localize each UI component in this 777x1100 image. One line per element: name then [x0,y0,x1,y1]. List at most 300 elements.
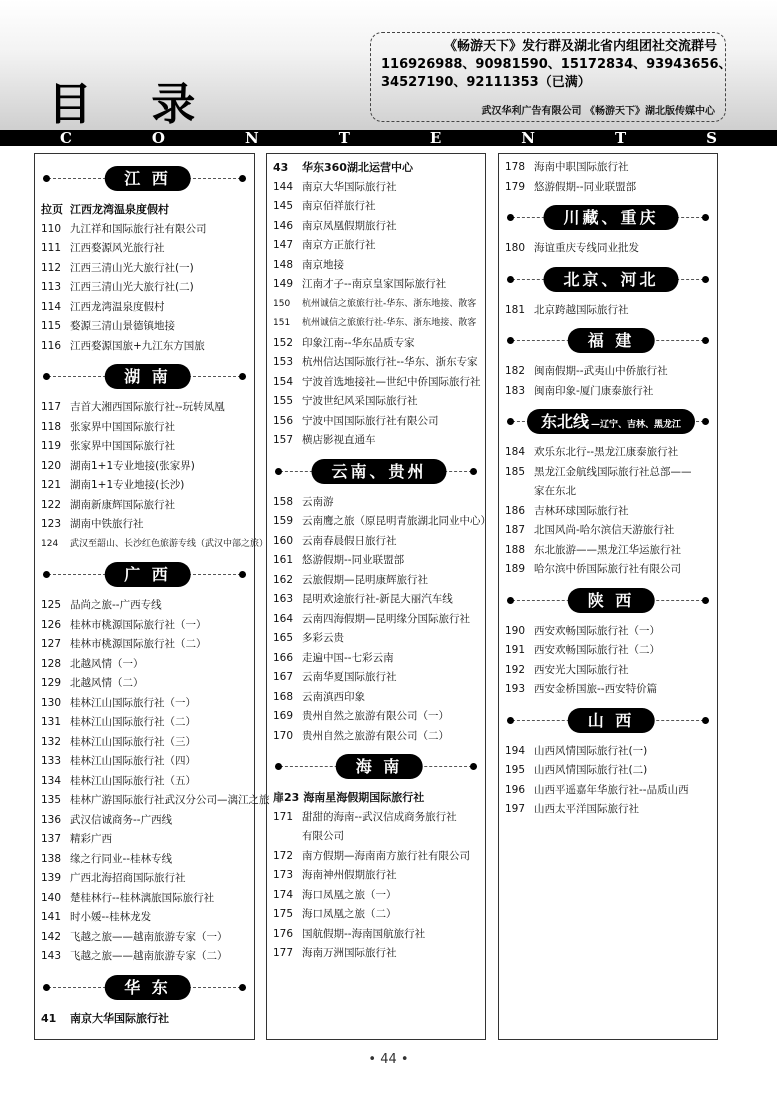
toc-page-number: 147 [273,239,294,251]
toc-entry[interactable] [273,493,485,513]
toc-page-number: 136 [41,813,62,826]
toc-entry-title: 江西三清山光大旅行社(一) [70,261,194,274]
toc-entry-title: 云南游 [302,495,334,508]
toc-page-number: 158 [273,495,294,508]
toc-entry-title: 武汉至韶山、长沙红色旅游专线（武汉中部之旅） [70,538,269,549]
toc-list [273,493,491,747]
toc-page-number: 154 [273,375,294,388]
toc-entry-title: 时小媛--桂林龙发 [70,911,152,923]
toc-page-number: 179 [505,180,526,193]
toc-entry[interactable] [505,382,717,402]
toc-entry-title: 欢乐东北行--黑龙江康泰旅行社 [534,446,679,458]
toc-entry-title: 西安光大国际旅行社 [534,663,629,676]
toc-entry-title: 江西婺源风光旅行社 [70,242,165,254]
contents-letter: C [59,129,72,147]
toc-entry-title: 北京跨越国际旅行社 [534,303,629,316]
toc-page-number: 140 [41,891,62,904]
toc-entry-title: 云南春晨假日旅行社 [302,534,397,547]
toc-entry[interactable]: 扉23 海南星海假期国际旅行社 [273,791,425,804]
toc-entry-title: 缘之行同业--桂林专线 [70,852,173,865]
toc-entry[interactable] [41,596,254,616]
toc-page-number: 153 [273,356,294,368]
toc-page-number: 149 [273,278,294,290]
toc-entry[interactable] [41,616,254,636]
toc-page-number: 115 [41,320,62,332]
toc-page-number: 182 [505,365,526,377]
toc-entry-title: 海谊重庆专线同业批发 [534,242,639,254]
toc-page-number: 116 [41,339,62,352]
toc-entry-title: 走遍中国--七彩云南 [302,651,394,664]
toc-page-number: 156 [273,414,294,427]
toc-column-1 [34,153,270,1040]
toc-entry[interactable] [505,158,717,178]
toc-entry[interactable] [273,905,485,925]
toc-entry[interactable] [505,622,717,642]
toc-entry[interactable] [505,463,717,483]
toc-entry[interactable] [273,808,485,828]
toc-entry-title: 湖南中铁旅行社 [70,518,144,530]
toc-entry[interactable] [41,869,254,889]
toc-entry-title: 甜甜的海南--武汉信成商务旅行社 [302,810,457,823]
toc-entry[interactable] [41,733,254,753]
toc-entry[interactable] [505,781,717,801]
toc-entry-title: 东北旅游——黑龙江华运旅行社 [534,543,681,556]
toc-page-number: 194 [505,744,526,757]
toc-entry[interactable] [273,847,485,867]
toc-entry[interactable]: 43 华东360湖北运营中心 [273,161,413,174]
toc-entry-title: 云南鹰之旅（原昆明青旅湖北同业中心） [302,515,491,527]
toc-entry[interactable] [41,278,254,298]
toc-entry[interactable] [41,635,254,655]
contents-bar [0,130,777,146]
toc-entry-title: 婺源三清山景德镇地接 [70,320,175,332]
toc-entry[interactable] [273,295,485,315]
toc-page-number: 141 [41,911,62,923]
toc-entry[interactable] [41,398,254,418]
toc-page-number: 122 [41,498,62,511]
toc-entry[interactable] [41,418,254,438]
toc-entry[interactable]: 拉页 江西龙湾温泉度假村 [41,203,169,216]
toc-page-number: 183 [505,384,526,397]
toc-page-number: 186 [505,504,526,517]
toc-list [505,301,717,321]
toc-entry-title: 桂林广游国际旅行社武汉分公司—漓江之旅 [70,794,270,806]
toc-entry[interactable] [505,761,717,781]
notice-line: 《畅游天下》发行群及湖北省内组团社交流群号 [443,39,717,54]
toc-entry[interactable] [505,362,717,382]
toc-entry-title: 宁波首选地接社—世纪中侨国际旅行社 [302,375,481,388]
toc-entry[interactable] [273,944,485,964]
toc-page-number: 192 [505,663,526,676]
toc-page-number: 174 [273,888,294,901]
toc-entry[interactable] [273,178,485,198]
toc-entry[interactable] [273,217,485,237]
toc-column-2 [266,153,491,1040]
toc-entry[interactable] [41,791,270,811]
toc-entry[interactable] [41,811,254,831]
toc-entry-title: 南京地接 [302,258,344,271]
toc-entry-title: 南京方正旅行社 [302,239,376,251]
section-header-beijing: 北京、河北 [505,267,717,293]
toc-page-number: 163 [273,593,294,605]
toc-entry[interactable] [41,496,254,516]
toc-entry-title: 海口凤凰之旅（二） [302,908,397,920]
toc-entry-title: 湖南新康辉国际旅行社 [70,498,175,511]
toc-entry[interactable] [273,827,485,847]
toc-page-number: 139 [41,872,62,884]
toc-entry[interactable] [273,610,485,630]
toc-list [505,622,717,700]
toc-entry-title: 山西平遥嘉年华旅行社--品质山西 [534,783,689,796]
toc-page-number: 172 [273,849,294,862]
toc-entry-title: 吉林环球国际旅行社 [534,504,629,517]
toc-list [505,158,717,197]
toc-page-number: 176 [273,927,294,940]
page-number: • 44 • [368,1052,409,1067]
toc-page-number: 171 [273,810,294,823]
toc-page-number: 160 [273,534,294,547]
toc-page-number: 150 [273,298,291,309]
toc-page-number: 157 [273,434,294,446]
toc-entry-title: 江西婺源国旅+九江东方国旅 [70,339,205,352]
toc-page-number: 138 [41,852,62,865]
toc-entry-title: 悠游假期--同业联盟部 [534,180,637,193]
toc-page-number: 188 [505,543,526,556]
page-title: 目 录 [48,79,218,130]
toc-entry-title: 北越风情（二） [70,677,144,689]
toc-entry-title: 江南才子--南京皇家国际旅行社 [302,278,447,290]
toc-list [505,742,717,820]
section-header-jiangxi: 江 西 [41,166,254,192]
toc-page-number: 197 [505,803,526,815]
toc-entry[interactable] [41,889,254,909]
toc-entry-title: 海南神州假期旅行社 [302,869,397,881]
toc-entry[interactable] [273,256,485,276]
toc-entry[interactable] [41,535,269,555]
toc-entry-title: 山西风情国际旅行社(二) [534,764,648,776]
toc-list [273,808,485,964]
toc-entry[interactable] [273,551,485,571]
toc-entry-title: 悠游假期--同业联盟部 [302,554,405,566]
toc-entry[interactable] [273,512,491,532]
toc-page-number: 162 [273,573,294,586]
toc-entry-title: 闽南印象-厦门康泰旅行社 [534,384,654,397]
toc-entry[interactable] [505,661,717,681]
toc-page-number: 117 [41,401,62,413]
toc-entry-title: 贵州自然之旅游有限公司（一） [302,710,449,722]
toc-page-number: 119 [41,440,62,452]
toc-entry-title: 海南中职国际旅行社 [534,161,629,173]
toc-entry[interactable] [505,301,717,321]
toc-entry[interactable] [273,334,485,354]
toc-entry[interactable] [505,443,717,463]
toc-page-number: 128 [41,657,62,670]
toc-entry-title: 江西三清山光大旅行社(二) [70,281,194,293]
toc-page-number: 178 [505,161,526,173]
toc-page-number: 146 [273,219,294,232]
toc-page-number: 170 [273,729,294,742]
toc-entry-title: 飞越之旅——越南旅游专家（一） [70,930,228,943]
toc-entry-title: 印象江南--华东品质专家 [302,336,415,349]
group-notice-box [370,32,732,122]
toc-entry-title: 多彩云贵 [302,632,344,644]
toc-entry-title: 桂林市桃源国际旅行社（二） [70,638,207,650]
toc-page-number: 185 [505,465,526,478]
toc-page-number: 110 [41,222,62,235]
toc-page-number: 175 [273,908,294,920]
toc-entry-title: 桂林江山国际旅行社（四） [70,755,196,767]
toc-entry-title: 海口凤凰之旅（一） [302,888,397,901]
toc-entry-title: 桂林江山国际旅行社（一） [70,696,196,709]
toc-page-number: 166 [273,651,294,664]
toc-page-number: 124 [41,538,59,549]
toc-page-number: 145 [273,200,294,212]
toc-entry[interactable] [505,239,717,259]
toc-entry-title: 北越风情（一） [70,657,144,670]
toc-list [505,362,717,401]
toc-entry-title: 杭州诚信之旅旅行社-华东、浙东地接、散客 [302,298,477,309]
toc-entry-title: 昆明欢途旅行社-新昆大丽汽车线 [302,593,453,605]
toc-entry[interactable] [41,515,254,535]
toc-entry[interactable] [505,742,717,762]
toc-entry[interactable] [273,392,485,412]
toc-entry[interactable] [273,236,485,256]
toc-page-number: 173 [273,869,294,881]
toc-entry[interactable] [41,476,254,496]
toc-entry[interactable] [273,373,485,393]
toc-entry-title: 广西北海招商国际旅行社 [70,872,186,884]
toc-entry-title: 西安欢畅国际旅行社（一） [534,624,660,637]
toc-entry-title: 宁波世纪风采国际旅行社 [302,395,418,407]
toc-entry[interactable] [273,431,485,451]
notice-signature: 武汉华利广告有限公司 《畅游天下》湖北版传媒中心 [481,106,715,117]
toc-page-number: 144 [273,180,294,193]
toc-entry-title: 江西龙湾温泉度假村 [70,300,165,313]
toc-entry-title: 张家界中国国际旅行社 [70,420,175,433]
toc-entry[interactable] [273,629,485,649]
toc-entry-title: 贵州自然之旅游有限公司（二） [302,729,449,742]
toc-page-number: 133 [41,755,62,767]
toc-entry[interactable] [41,694,254,714]
section-header-fujian: 福 建 [505,328,717,354]
toc-entry-title: 云南华夏国际旅行社 [302,671,397,683]
toc-entry[interactable] [505,502,717,522]
toc-entry-title: 南京凤凰假期旅行社 [302,219,397,232]
notice-line: 34527190、92111353（已满） [381,75,591,90]
toc-entry[interactable] [41,674,254,694]
toc-entry[interactable] [273,590,485,610]
toc-page-number: 137 [41,833,62,845]
toc-page-number: 148 [273,258,294,271]
toc-entry[interactable] [41,830,254,850]
toc-entry[interactable] [505,641,717,661]
toc-entry[interactable] [273,707,485,727]
toc-entry-title: 家在东北 [534,485,576,497]
toc-page-number: 167 [273,671,294,683]
toc-page-number: 168 [273,690,294,703]
toc-entry[interactable] [41,655,254,675]
contents-letter: O [151,129,165,147]
toc-entry-title: 北国风尚-哈尔滨信天游旅行社 [534,524,675,536]
toc-page-number: 177 [273,947,294,959]
contents-letter: S [706,129,717,147]
toc-page-number: 165 [273,632,294,644]
toc-page-number: 161 [273,554,294,566]
toc-entry-title: 西安金桥国旅--西安特价篇 [534,683,658,695]
toc-entry-title: 横店影视直通车 [302,434,376,446]
toc-entry[interactable] [273,412,485,432]
toc-page-number: 112 [41,261,62,274]
toc-entry-title: 桂林江山国际旅行社（二） [70,716,196,728]
toc-list [41,220,254,357]
toc-entry-title: 吉首大湘西国际旅行社--玩转凤凰 [70,401,225,413]
toc-page-number: 125 [41,599,62,611]
toc-entry-title: 宁波中国国际旅行社有限公司 [302,414,439,427]
toc-entry[interactable] [273,197,485,217]
toc-page-number: 143 [41,950,62,962]
toc-entry-title: 桂林市桃源国际旅行社（一） [70,618,207,631]
toc-entry[interactable] [41,239,254,259]
toc-page-number: 127 [41,638,62,650]
toc-entry[interactable] [273,668,485,688]
toc-page-number: 132 [41,735,62,748]
toc-entry[interactable] [41,437,254,457]
toc-page-number: 187 [505,524,526,536]
section-header-shanxi: 山 西 [505,708,717,734]
toc-page-number: 118 [41,420,62,433]
toc-page-number: 180 [505,242,526,254]
toc-page-number: 191 [505,644,526,656]
toc-page-number: 155 [273,395,294,407]
toc-entry[interactable] [273,886,485,906]
contents-letter: E [429,129,442,147]
toc-entry-title: 飞越之旅——越南旅游专家（二） [70,950,228,962]
toc-entry[interactable] [273,353,485,373]
toc-entry[interactable] [41,317,254,337]
toc-list [505,443,717,580]
toc-entry[interactable] [41,947,254,967]
toc-entry-title: 云南四海假期—昆明缘分国际旅行社 [302,612,470,625]
toc-page-number: 120 [41,459,62,472]
toc-list [273,178,485,451]
toc-page-number: 193 [505,683,526,695]
toc-entry-title: 杭州信达国际旅行社--华东、浙东专家 [302,356,478,368]
toc-entry-title: 云旅假期—昆明康辉旅行社 [302,573,428,586]
toc-entry-title: 湖南1+1专业地接(长沙) [70,479,185,491]
toc-page-number: 190 [505,624,526,637]
toc-page-number: 131 [41,716,62,728]
toc-entry-title: 云南滇西印象 [302,690,365,703]
toc-entry[interactable] [41,337,254,357]
toc-entry[interactable] [273,314,485,334]
toc-entry[interactable] [505,482,717,502]
section-header-huadong: 华 东 [41,975,254,1001]
section-header-hainan: 海 南 [273,754,485,780]
toc-entry-title: 九江祥和国际旅行社有限公司 [70,222,207,235]
toc-entry[interactable]: 41 南京大华国际旅行社 [41,1011,169,1025]
toc-entry[interactable] [41,713,254,733]
toc-page-number: 181 [505,303,526,316]
toc-entry-title: 西安欢畅国际旅行社（二） [534,644,660,656]
toc-page-number: 184 [505,446,526,458]
toc-entry[interactable] [41,928,254,948]
toc-entry-title: 武汉信诚商务--广西线 [70,813,173,826]
toc-entry[interactable] [273,649,485,669]
contents-letter: T [338,129,350,147]
contents-letter: T [614,129,627,147]
toc-list [505,239,717,259]
toc-entry-title: 楚桂林行--桂林漓旅国际旅行社 [70,891,215,904]
section-header-chuanzang: 川藏、重庆 [505,205,717,231]
toc-entry[interactable] [273,727,485,747]
toc-entry-title: 国航假期--海南国航旅行社 [302,927,426,940]
toc-page-number: 111 [41,242,62,254]
section-header-hunan: 湖 南 [41,364,254,390]
toc-entry[interactable] [273,275,485,295]
toc-entry[interactable] [41,772,254,792]
toc-entry[interactable] [273,688,485,708]
toc-entry[interactable] [41,850,254,870]
toc-entry-title: 南方假期—海南南方旅行社有限公司 [302,849,470,862]
toc-entry-title: 山西风情国际旅行社(一) [534,744,648,757]
toc-entry[interactable] [273,571,485,591]
toc-page-number: 164 [273,612,294,625]
toc-page-number: 126 [41,618,62,631]
toc-list [41,596,270,967]
contents-letter: N [244,129,259,147]
toc-entry-title: 品尚之旅--广西专线 [70,599,162,611]
toc-entry-title: 黑龙江金航线国际旅行社总部—— [534,465,692,478]
section-header-guangxi: 广 西 [41,562,254,588]
toc-entry[interactable] [41,752,254,772]
toc-entry-title: 闽南假期--武夷山中侨旅行社 [534,365,668,377]
toc-page-number: 130 [41,696,62,709]
toc-entry[interactable] [505,541,717,561]
contents-letter: N [521,129,535,147]
toc-page-number: 134 [41,774,62,787]
toc-entry[interactable] [505,800,717,820]
toc-page-number: 135 [41,794,62,806]
toc-entry-title: 有限公司 [302,830,344,842]
toc-entry[interactable] [505,680,717,700]
toc-entry-title: 山西太平洋国际旅行社 [534,803,639,815]
toc-column-3 [498,153,718,1040]
toc-entry[interactable] [273,925,485,945]
toc-entry[interactable] [505,178,717,198]
toc-page-number: 169 [273,710,294,722]
toc-entry[interactable] [41,259,254,279]
toc-entry[interactable] [41,220,254,240]
toc-page-number: 151 [273,318,291,328]
toc-page-number: 189 [505,563,526,575]
toc-page-number: 129 [41,677,62,689]
toc-entry[interactable] [505,521,717,541]
toc-entry[interactable] [41,298,254,318]
toc-entry-title: 精彩广西 [70,833,112,845]
toc-entry-title: 杭州诚信之旅旅行社-华东、浙东地接、散客 [302,318,477,328]
header [0,0,777,130]
toc-entry-title: 哈尔滨中侨国际旅行社有限公司 [534,563,681,575]
toc-entry[interactable] [273,532,485,552]
toc-entry[interactable] [273,866,485,886]
toc-entry[interactable] [41,908,254,928]
toc-page-number: 159 [273,515,294,527]
toc-page-number: 152 [273,336,294,349]
toc-page-number: 142 [41,930,62,943]
toc-entry-title: 南京佰祥旅行社 [302,200,376,212]
toc-entry[interactable] [505,560,717,580]
toc-entry[interactable] [41,457,254,477]
